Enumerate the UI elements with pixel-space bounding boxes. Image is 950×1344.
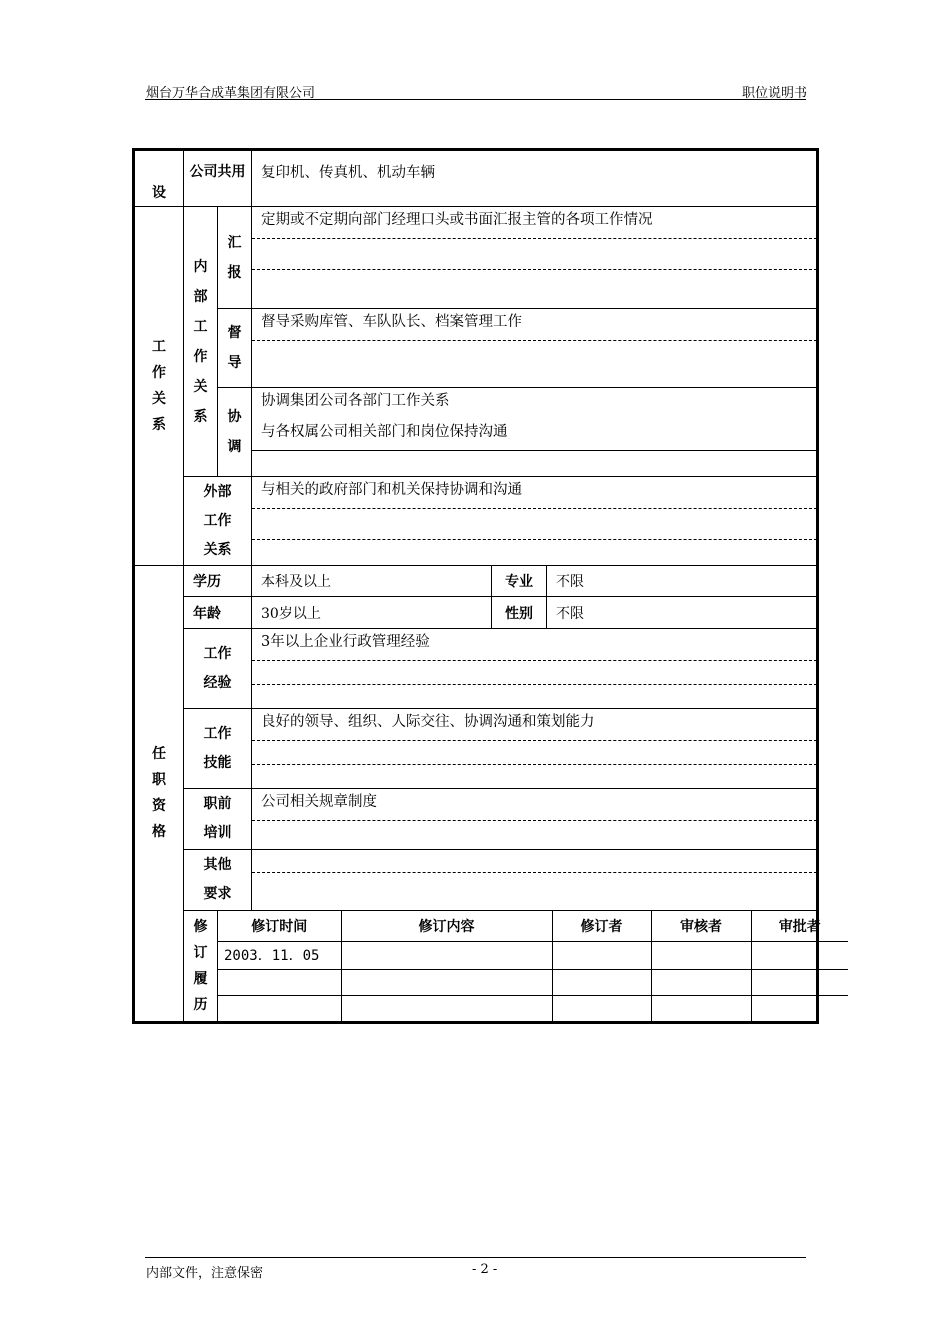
other-line-1 xyxy=(252,850,817,872)
supervise-label: 督 导 xyxy=(218,309,252,388)
revision-col-content: 修订内容 xyxy=(341,911,552,941)
other-label: 其他 要求 xyxy=(184,850,252,911)
external-lines xyxy=(252,477,818,566)
skills-label: 工作 技能 xyxy=(184,709,252,789)
training-label: 职前 培训 xyxy=(184,789,252,850)
other-lines xyxy=(252,850,818,911)
revision-row-3-content xyxy=(341,995,552,1021)
report-lines xyxy=(252,207,818,309)
coordinate-line-1: 协调集团公司各部门工作关系 xyxy=(261,393,450,409)
footer-rule xyxy=(145,1257,806,1258)
header-doc-type: 职位说明书 xyxy=(741,86,807,101)
supervise-line-2 xyxy=(252,340,817,386)
experience-label: 工作 经验 xyxy=(184,629,252,709)
revision-row-3-reviser xyxy=(552,995,651,1021)
revision-row-1-auditor xyxy=(651,941,751,969)
experience-line-2 xyxy=(252,660,817,684)
revision-row-3-auditor xyxy=(651,995,751,1021)
coordinate-line-2: 与各权属公司相关部门和岗位保持沟通 xyxy=(261,424,508,440)
revision-row-2-reviser xyxy=(552,969,651,995)
report-label: 汇 报 xyxy=(218,207,252,309)
revision-row-1-time: 2003．11．05 xyxy=(218,941,341,969)
skills-line-3 xyxy=(252,764,817,788)
equipment-label: 公司共用 xyxy=(184,150,252,207)
section-revision: 修 订 履 历 xyxy=(184,911,218,1023)
age-value: 30岁以上 xyxy=(252,597,492,629)
skills-line-2 xyxy=(252,740,817,764)
coordinate-label: 协 调 xyxy=(218,388,252,477)
experience-lines xyxy=(252,629,818,709)
education-value: 本科及以上 xyxy=(252,566,492,597)
major-label: 专业 xyxy=(492,566,547,597)
revision-row-1-reviser xyxy=(552,941,651,969)
other-line-2 xyxy=(252,872,817,910)
training-line-1: 公司相关规章制度 xyxy=(261,794,377,810)
revision-col-reviser: 修订者 xyxy=(552,911,651,941)
revision-row-2-time xyxy=(218,969,341,995)
external-line-3 xyxy=(252,539,817,565)
revision-row-1-approver xyxy=(751,941,848,969)
report-line-3 xyxy=(252,269,817,307)
report-line-2 xyxy=(252,238,817,269)
revision-col-time: 修订时间 xyxy=(218,911,341,941)
header-rule xyxy=(145,99,806,100)
skills-lines xyxy=(252,709,818,789)
education-label: 学历 xyxy=(184,566,252,597)
revision-row-1-content xyxy=(341,941,552,969)
external-line-2 xyxy=(252,508,817,539)
external-line-1: 与相关的政府部门和机关保持协调和沟通 xyxy=(261,482,522,498)
experience-line-1: 3年以上企业行政管理经验 xyxy=(261,634,430,650)
coordinate-line-3 xyxy=(252,450,817,476)
section-equipment: 设 xyxy=(134,150,184,207)
major-value: 不限 xyxy=(547,566,818,597)
internal-relations-label: 内 部 工 作 关 系 xyxy=(184,207,218,477)
revision-col-auditor: 审核者 xyxy=(651,911,751,941)
external-relations-label: 外部 工作 关系 xyxy=(184,477,252,566)
report-line-1: 定期或不定期向部门经理口头或书面汇报主管的各项工作情况 xyxy=(261,212,653,228)
revision-history xyxy=(218,911,821,1023)
revision-row-3-approver xyxy=(751,995,848,1021)
section-qualifications: 任 职 资 格 xyxy=(134,566,184,1023)
training-line-2 xyxy=(252,820,817,849)
skills-line-1: 良好的领导、组织、人际交往、协调沟通和策划能力 xyxy=(261,714,595,730)
supervise-line-1: 督导采购库管、车队队长、档案管理工作 xyxy=(261,314,522,330)
revision-row-2-auditor xyxy=(651,969,751,995)
gender-label: 性别 xyxy=(492,597,547,629)
revision-col-approver: 审批者 xyxy=(751,911,848,941)
revision-row-2-approver xyxy=(751,969,848,995)
equipment-value: 复印机、传真机、机动车辆 xyxy=(252,150,818,207)
coordinate-lines xyxy=(252,388,818,477)
gender-value: 不限 xyxy=(547,597,818,629)
age-label: 年龄 xyxy=(184,597,252,629)
revision-row-3-time xyxy=(218,995,341,1021)
footer-note: 内部文件，注意保密 xyxy=(146,1266,264,1281)
supervise-lines xyxy=(252,309,818,388)
job-description-table xyxy=(132,148,819,1024)
revision-table xyxy=(218,911,848,1021)
header-company: 烟台万华合成革集团有限公司 xyxy=(146,86,316,101)
section-work-relations: 工 作 关 系 xyxy=(134,207,184,566)
training-lines xyxy=(252,789,818,850)
experience-line-3 xyxy=(252,684,817,708)
revision-row-2-content xyxy=(341,969,552,995)
footer-page-number: - 2 - xyxy=(472,1262,498,1277)
